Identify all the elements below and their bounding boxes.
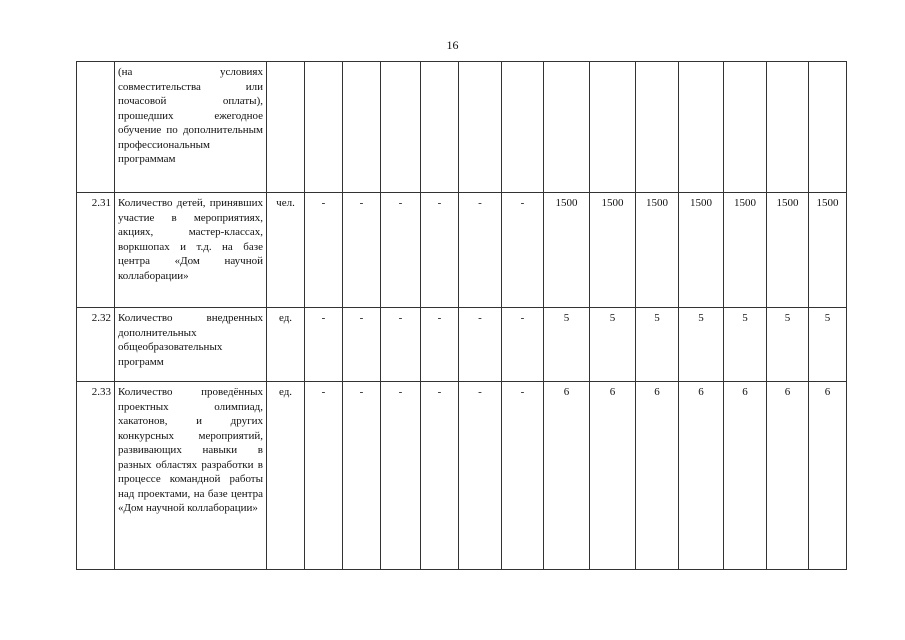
unit-cell: чел. xyxy=(267,193,305,308)
value-cell: 5 xyxy=(809,308,847,382)
value-cell: 1500 xyxy=(544,193,590,308)
value-cell: 6 xyxy=(724,382,767,570)
value-cell: 5 xyxy=(636,308,679,382)
value-cell: - xyxy=(343,308,381,382)
row-number-cell xyxy=(77,62,115,193)
row-number-cell: 2.32 xyxy=(77,308,115,382)
value-cell: 6 xyxy=(636,382,679,570)
indicator-name-cell: Количество внедренных дополнительных общеобразовательных программ xyxy=(115,308,267,382)
value-cell xyxy=(343,62,381,193)
value-cell: - xyxy=(502,382,544,570)
table-row xyxy=(77,308,847,382)
value-cell: 1500 xyxy=(679,193,724,308)
value-cell: 1500 xyxy=(809,193,847,308)
value-cell xyxy=(636,62,679,193)
value-cell: 6 xyxy=(809,382,847,570)
unit-cell xyxy=(267,62,305,193)
indicator-name-cell: (на условиях совместительства или почасовой оплаты), прошедших ежегодное обучение по дополнительным профессиональным программам xyxy=(115,62,267,193)
indicator-name-cell: Количество проведённых проектных олимпиад, хакатонов, и других конкурсных мероприятий, развивающих навыки в разных областях разработки в процессе командной работы над проектами, на базе центра «Дом научной коллаборации» xyxy=(115,382,267,570)
table-row xyxy=(77,382,847,570)
table-row xyxy=(77,193,847,308)
value-cell: 6 xyxy=(767,382,809,570)
value-cell xyxy=(305,62,343,193)
value-cell: 6 xyxy=(679,382,724,570)
row-number-cell: 2.33 xyxy=(77,382,115,570)
value-cell xyxy=(381,62,421,193)
indicator-table xyxy=(76,61,847,570)
value-cell: - xyxy=(305,193,343,308)
value-cell xyxy=(459,62,502,193)
value-cell xyxy=(679,62,724,193)
value-cell: - xyxy=(305,382,343,570)
indicator-name-cell: Количество детей, принявших участие в мероприятиях, акциях, мастер-классах, воркшопах и т.д. на базе центра «Дом научной коллаборации» xyxy=(115,193,267,308)
value-cell: - xyxy=(459,382,502,570)
value-cell: - xyxy=(305,308,343,382)
value-cell: - xyxy=(343,382,381,570)
value-cell xyxy=(767,62,809,193)
table-row xyxy=(77,62,847,193)
value-cell: 5 xyxy=(590,308,636,382)
value-cell: 1500 xyxy=(724,193,767,308)
value-cell: - xyxy=(381,193,421,308)
value-cell: 6 xyxy=(590,382,636,570)
value-cell: 5 xyxy=(544,308,590,382)
value-cell: - xyxy=(381,308,421,382)
value-cell: 1500 xyxy=(636,193,679,308)
value-cell xyxy=(809,62,847,193)
value-cell: - xyxy=(381,382,421,570)
value-cell: - xyxy=(421,308,459,382)
value-cell xyxy=(502,62,544,193)
unit-cell: ед. xyxy=(267,308,305,382)
value-cell: - xyxy=(459,193,502,308)
value-cell: 1500 xyxy=(767,193,809,308)
value-cell xyxy=(590,62,636,193)
value-cell: 5 xyxy=(724,308,767,382)
value-cell xyxy=(724,62,767,193)
value-cell: - xyxy=(502,308,544,382)
value-cell: - xyxy=(459,308,502,382)
value-cell: 5 xyxy=(767,308,809,382)
value-cell: 6 xyxy=(544,382,590,570)
value-cell: - xyxy=(421,193,459,308)
unit-cell: ед. xyxy=(267,382,305,570)
value-cell: - xyxy=(421,382,459,570)
value-cell: - xyxy=(502,193,544,308)
value-cell xyxy=(544,62,590,193)
value-cell xyxy=(421,62,459,193)
row-number-cell: 2.31 xyxy=(77,193,115,308)
value-cell: 1500 xyxy=(590,193,636,308)
page-number: 16 xyxy=(446,38,459,52)
value-cell: 5 xyxy=(679,308,724,382)
value-cell: - xyxy=(343,193,381,308)
